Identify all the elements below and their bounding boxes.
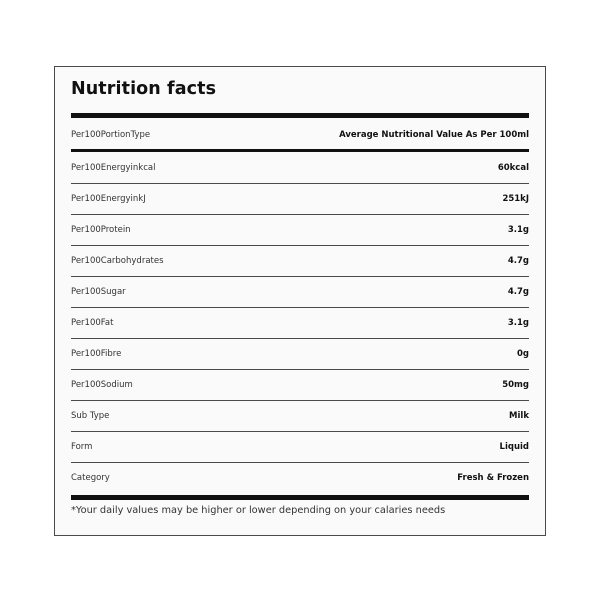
nutrient-label: Per100Sugar (71, 287, 126, 297)
nutrient-row (71, 312, 529, 334)
nutrient-row (71, 157, 529, 179)
nutrient-row (71, 281, 529, 303)
row-divider (71, 400, 529, 401)
nutrient-value: 3.1g (507, 318, 529, 328)
top-divider-thick (71, 113, 529, 118)
nutrient-row (71, 405, 529, 427)
nutrient-value: 251kJ (502, 194, 529, 204)
nutrient-row (71, 436, 529, 458)
nutrient-label: Category (71, 473, 110, 483)
nutrient-row (71, 219, 529, 241)
nutrition-facts-panel (54, 66, 546, 536)
nutrient-label: Per100Fat (71, 318, 114, 328)
row-divider (71, 369, 529, 370)
nutrient-value: Fresh & Frozen (457, 473, 529, 483)
row-divider (71, 245, 529, 246)
nutrient-value: 3.1g (507, 225, 529, 235)
nutrient-row (71, 188, 529, 210)
row-divider (71, 431, 529, 432)
nutrient-row (71, 250, 529, 272)
row-divider (71, 462, 529, 463)
nutrient-label: Per100Carbohydrates (71, 256, 164, 266)
nutrient-value: Milk (509, 411, 529, 421)
nutrient-row (71, 374, 529, 396)
bottom-divider-thick (71, 495, 529, 500)
row-divider (71, 338, 529, 339)
row-divider (71, 307, 529, 308)
nutrition-facts-title: Nutrition facts (71, 79, 217, 99)
nutrient-label: Per100Fibre (71, 349, 122, 359)
nutrient-label: Per100Protein (71, 225, 131, 235)
portion-type-label: Per100PortionType (71, 130, 151, 140)
nutrient-row (71, 343, 529, 365)
nutrient-value: 50mg (502, 380, 529, 390)
nutrient-label: Per100Sodium (71, 380, 133, 390)
row-divider (71, 276, 529, 277)
daily-values-footnote: *Your daily values may be higher or lower depending on your calaries needs (71, 505, 446, 516)
nutrient-label: Sub Type (71, 411, 110, 421)
row-divider (71, 214, 529, 215)
nutrient-label: Per100EnergyinkJ (71, 194, 146, 204)
nutrient-label: Form (71, 442, 93, 452)
nutrient-label: Per100Energyinkcal (71, 163, 156, 173)
nutrient-row (71, 467, 529, 489)
portion-type-row (71, 125, 529, 145)
nutrient-value: 4.7g (507, 287, 529, 297)
portion-type-value: Average Nutritional Value As Per 100ml (339, 130, 529, 140)
nutrient-value: 0g (517, 349, 529, 359)
header-divider-thick (71, 149, 529, 152)
nutrient-value: 4.7g (507, 256, 529, 266)
nutrient-value: Liquid (499, 442, 529, 452)
row-divider (71, 183, 529, 184)
nutrient-value: 60kcal (497, 163, 529, 173)
